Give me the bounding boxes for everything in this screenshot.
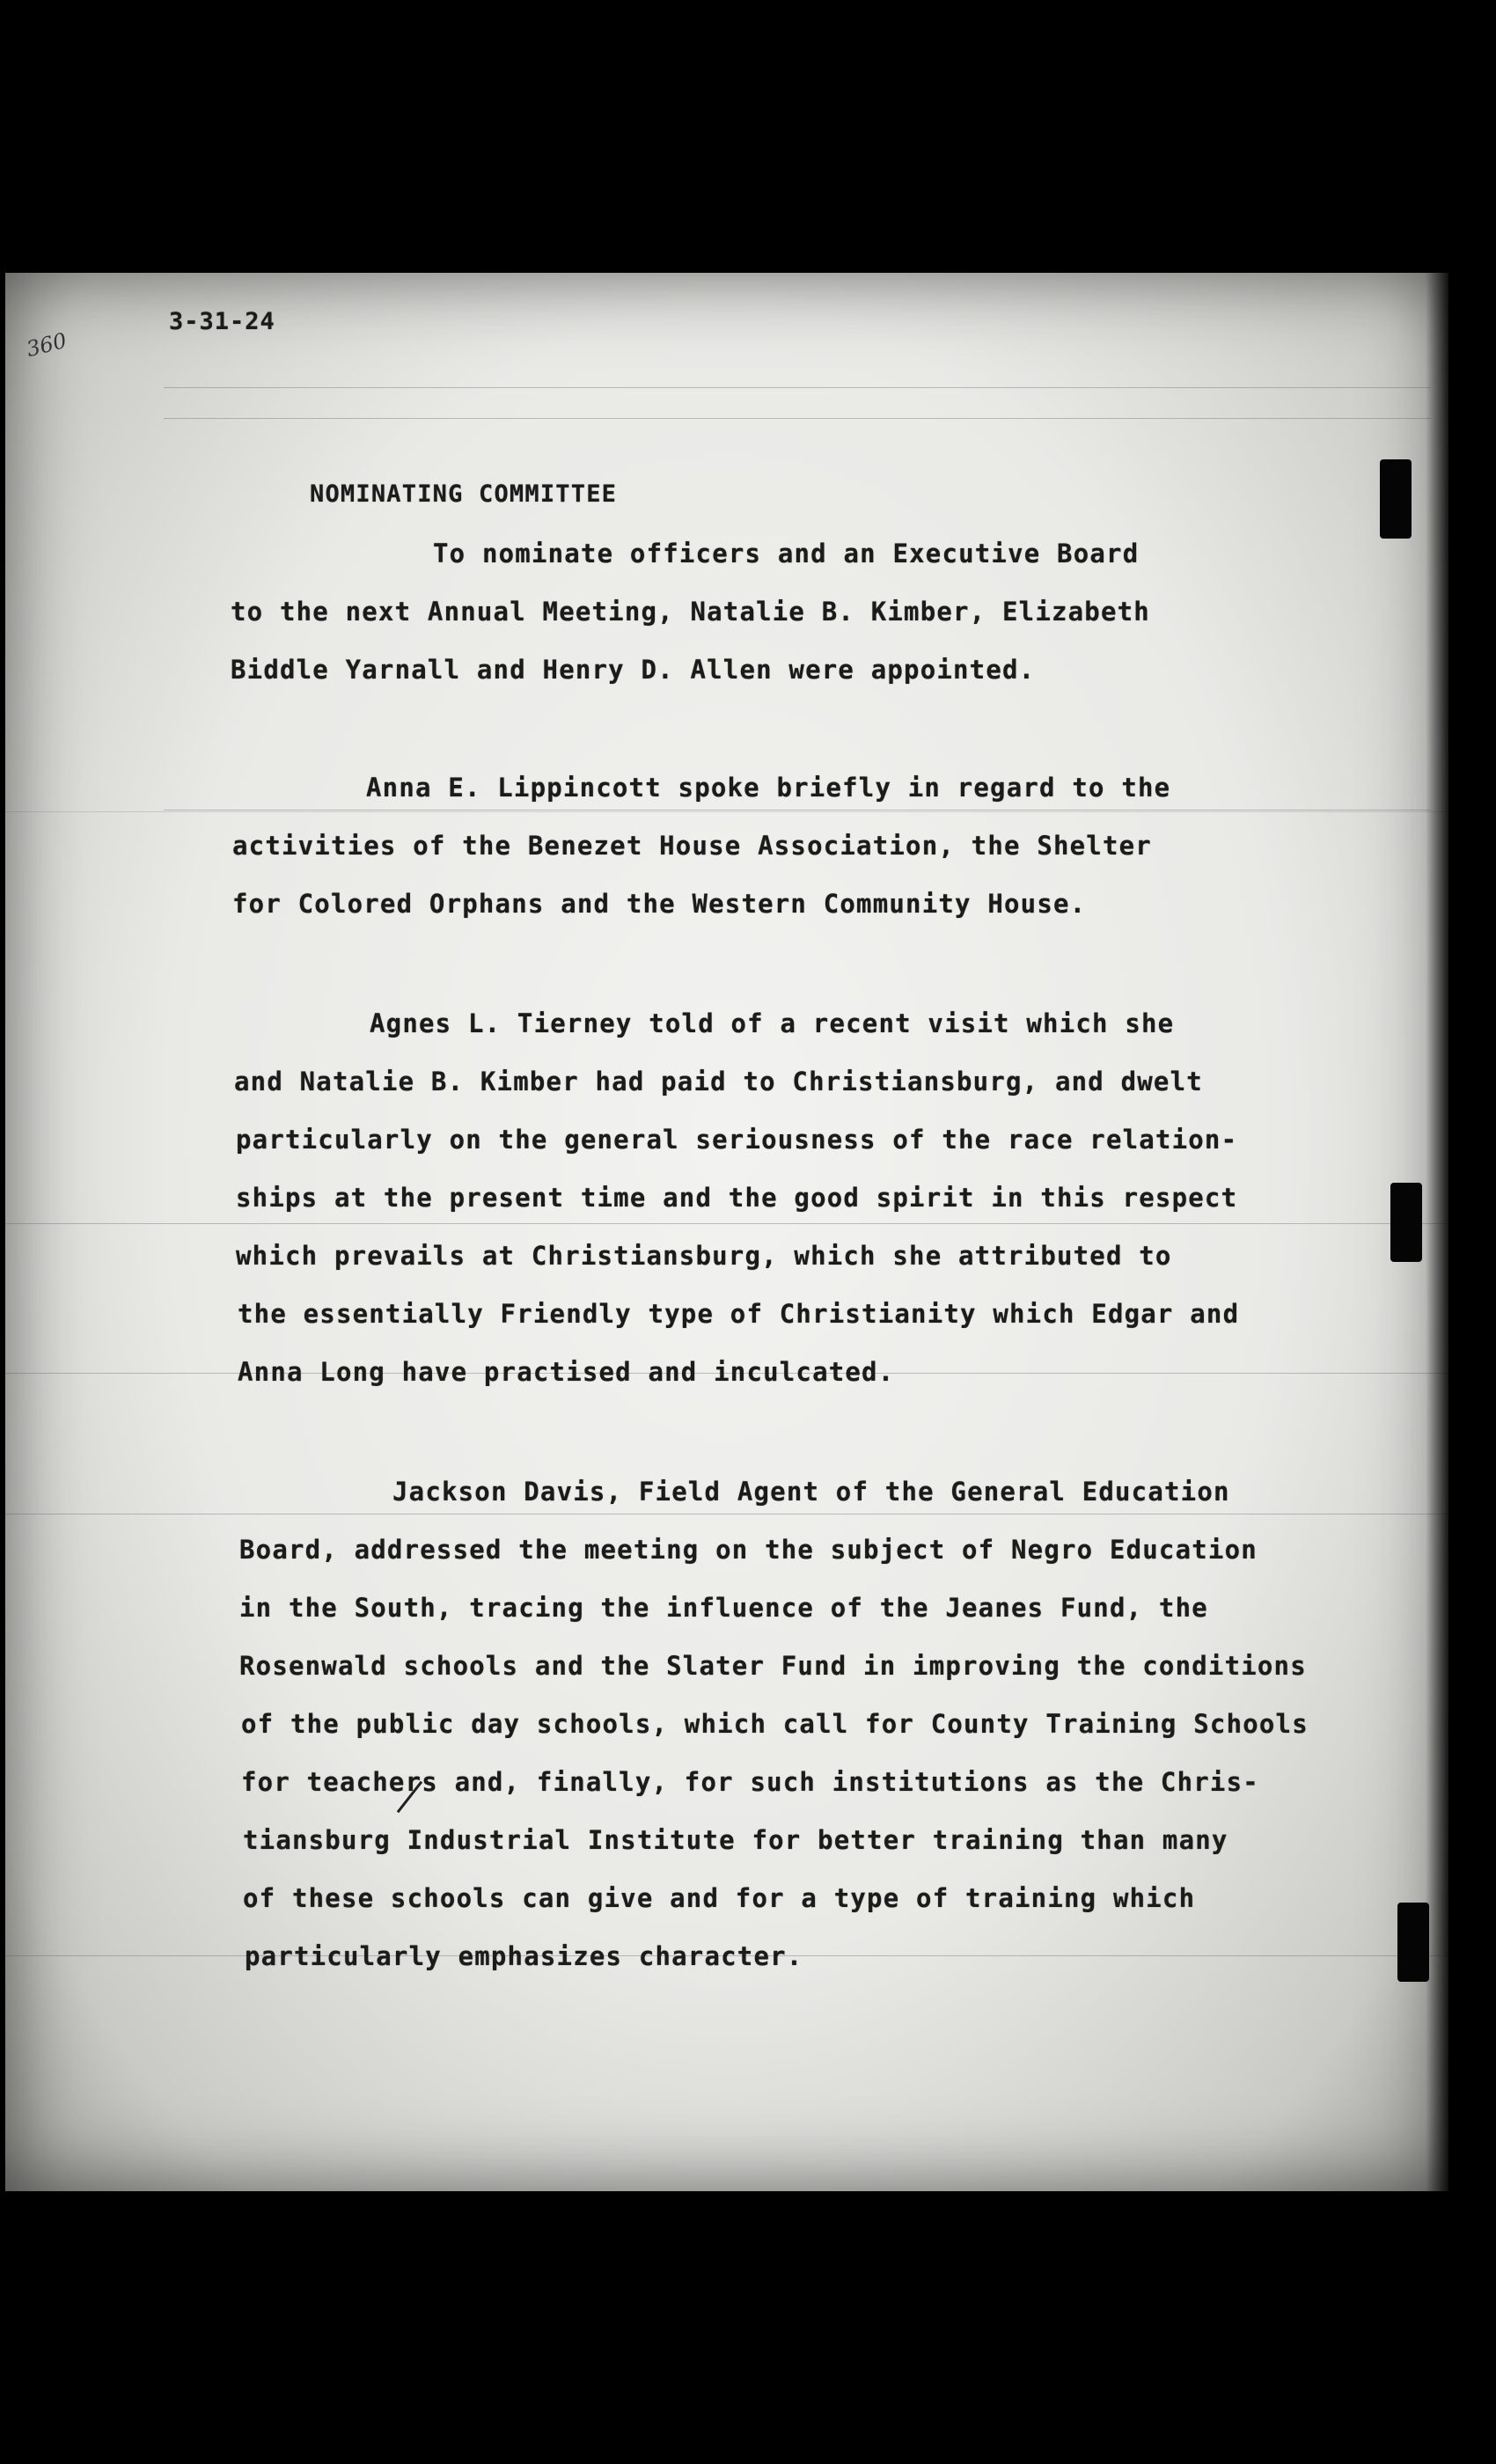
body-line: activities of the Benezet House Association, the Shelter <box>232 831 1152 861</box>
page-edge-shadow <box>1426 273 1448 2191</box>
body-line: the essentially Friendly type of Christianity which Edgar and <box>238 1299 1240 1329</box>
ruled-line <box>5 1223 1448 1224</box>
ruled-line <box>164 418 1431 419</box>
body-line: Agnes L. Tierney told of a recent visit which she <box>370 1008 1175 1038</box>
body-line: for teachers and, finally, for such institutions as the Chris- <box>241 1767 1259 1797</box>
body-line: and Natalie B. Kimber had paid to Christiansburg, and dwelt <box>234 1067 1203 1096</box>
body-line: to the next Annual Meeting, Natalie B. Kimber, Elizabeth <box>231 597 1150 627</box>
index-tab-marker <box>1397 1903 1429 1982</box>
body-line: ships at the present time and the good spirit in this respect <box>236 1183 1238 1213</box>
body-line: tiansburg Industrial Institute for better training than many <box>243 1825 1228 1855</box>
margin-page-note: 360 <box>24 327 70 363</box>
body-line: in the South, tracing the influence of the Jeanes Fund, the <box>239 1593 1208 1623</box>
body-line: Jackson Davis, Field Agent of the General Education <box>392 1477 1230 1507</box>
body-line: To nominate officers and an Executive Board <box>433 539 1140 568</box>
section-heading: NOMINATING COMMITTEE <box>310 480 618 508</box>
body-line: Rosenwald schools and the Slater Fund in improving the conditions <box>239 1651 1307 1681</box>
document-date: 3-31-24 <box>169 308 275 335</box>
body-line: Anna Long have practised and inculcated. <box>238 1357 895 1387</box>
index-tab-marker <box>1390 1183 1422 1262</box>
ruled-line <box>164 387 1431 388</box>
body-line: particularly on the general seriousness of the race relation- <box>236 1125 1238 1155</box>
body-line: Anna E. Lippincott spoke briefly in regard to the <box>366 773 1171 803</box>
index-tab-marker <box>1380 459 1412 539</box>
body-line: Biddle Yarnall and Henry D. Allen were appointed. <box>231 655 1036 685</box>
document-page <box>5 273 1448 2191</box>
body-line: Board, addressed the meeting on the subject of Negro Education <box>239 1535 1258 1565</box>
body-line: of these schools can give and for a type of training which <box>243 1883 1196 1913</box>
body-line: particularly emphasizes character. <box>245 1941 803 1971</box>
ruled-line <box>5 811 1448 812</box>
body-line: which prevails at Christiansburg, which she attributed to <box>236 1241 1172 1271</box>
body-line: for Colored Orphans and the Western Community House. <box>232 889 1087 919</box>
body-line: of the public day schools, which call for County Training Schools <box>241 1709 1309 1739</box>
